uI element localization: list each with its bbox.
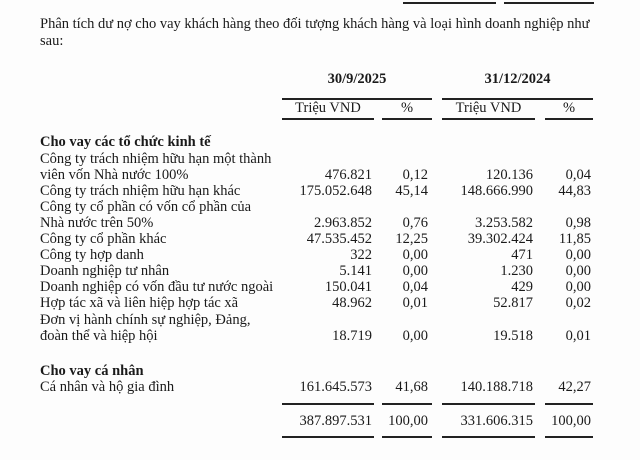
row-label: Công ty cổ phần khác bbox=[40, 231, 167, 247]
pct-2025: 0,76 bbox=[402, 215, 428, 231]
intro-paragraph: Phân tích dư nợ cho vay khách hàng theo đối tượng khách hàng và loại hình doanh nghiệp như sau: bbox=[40, 16, 590, 49]
value-2024: 148.666.990 bbox=[460, 183, 533, 199]
table-row bbox=[0, 199, 640, 215]
pct-2025: 45,14 bbox=[395, 183, 428, 199]
table-row bbox=[0, 295, 640, 311]
value-2025: 161.645.573 bbox=[299, 379, 372, 395]
column-date-2024: 31/12/2024 bbox=[484, 71, 551, 87]
value-2025: 47.535.452 bbox=[306, 231, 372, 247]
column-date-2025: 30/9/2025 bbox=[327, 71, 387, 87]
total-double-rule-1 bbox=[282, 436, 374, 438]
value-2025: 175.052.648 bbox=[299, 183, 372, 199]
value-2025: 322 bbox=[350, 247, 372, 263]
subtotal-rule-3 bbox=[442, 403, 535, 405]
pct-header-2: % bbox=[562, 100, 576, 116]
table-row bbox=[0, 231, 640, 247]
pct-2024: 0,00 bbox=[565, 263, 591, 279]
row-label: Công ty trách nhiệm hữu hạn khác bbox=[40, 183, 241, 199]
total-double-rule-4 bbox=[545, 436, 593, 438]
table-row bbox=[0, 312, 640, 328]
subtotal-rule-1 bbox=[282, 403, 374, 405]
unit-header-2: Triệu VND bbox=[455, 100, 522, 116]
value-2025: 18.719 bbox=[332, 328, 372, 344]
subtotal-rule-2 bbox=[382, 403, 432, 405]
table-row bbox=[0, 328, 640, 344]
pct-2024: 0,00 bbox=[565, 247, 591, 263]
row-label: đoàn thể và hiệp hội bbox=[40, 328, 158, 344]
row-label: Công ty trách nhiệm hữu hạn một thành bbox=[40, 151, 272, 167]
section-title: Cho vay các tổ chức kinh tế bbox=[40, 134, 211, 150]
table-row bbox=[0, 263, 640, 279]
row-label: Doanh nghiệp tư nhân bbox=[40, 263, 170, 279]
total-2024: 331.606.315 bbox=[460, 413, 533, 429]
pct-2024: 0,98 bbox=[565, 215, 591, 231]
pct-2024: 0,01 bbox=[565, 328, 591, 344]
value-2024: 120.136 bbox=[485, 167, 533, 183]
pct-2025: 0,04 bbox=[402, 279, 428, 295]
table-row bbox=[0, 183, 640, 199]
section-economic-orgs bbox=[0, 134, 640, 150]
pct-2025: 12,25 bbox=[395, 231, 428, 247]
pct2-underline bbox=[545, 118, 593, 120]
value-2024: 52.817 bbox=[493, 295, 533, 311]
pct-2025: 0,00 bbox=[402, 247, 428, 263]
value-2025: 476.821 bbox=[324, 167, 372, 183]
value-2025: 150.041 bbox=[324, 279, 372, 295]
total-2025: 387.897.531 bbox=[299, 413, 372, 429]
total-pct-2024: 100,00 bbox=[551, 413, 591, 429]
pct-2024: 42,27 bbox=[558, 379, 591, 395]
table-row bbox=[0, 215, 640, 231]
prev-table-underline-2 bbox=[504, 2, 594, 4]
value-2024: 39.302.424 bbox=[467, 231, 533, 247]
value-2024: 471 bbox=[511, 247, 533, 263]
value-2025: 48.962 bbox=[332, 295, 372, 311]
section-individuals bbox=[0, 363, 640, 379]
pct-2024: 44,83 bbox=[558, 183, 591, 199]
row-label: Đơn vị hành chính sự nghiệp, Đảng, bbox=[40, 312, 251, 328]
pct-2024: 11,85 bbox=[558, 231, 591, 247]
section-title: Cho vay cá nhân bbox=[40, 363, 144, 379]
unit-header-1: Triệu VND bbox=[295, 100, 361, 116]
row-label: viên vốn Nhà nước 100% bbox=[40, 167, 189, 183]
pct-2024: 0,04 bbox=[565, 167, 591, 183]
table-row bbox=[0, 151, 640, 167]
row-label: Doanh nghiệp có vốn đầu tư nước ngoài bbox=[40, 279, 274, 295]
value-2024: 429 bbox=[511, 279, 533, 295]
value-2025: 2.963.852 bbox=[314, 215, 372, 231]
value-2024: 140.188.718 bbox=[460, 379, 533, 395]
value-2025: 5.141 bbox=[339, 263, 372, 279]
subtotal-rule-4 bbox=[545, 403, 593, 405]
total-pct-2025: 100,00 bbox=[388, 413, 428, 429]
value-2024: 19.518 bbox=[493, 328, 533, 344]
row-label: Nhà nước trên 50% bbox=[40, 215, 154, 231]
row-label: Cá nhân và hộ gia đình bbox=[40, 379, 175, 395]
row-label: Công ty cổ phần có vốn cổ phần của bbox=[40, 199, 252, 215]
table-row bbox=[0, 247, 640, 263]
total-double-rule-2 bbox=[382, 436, 432, 438]
pct-header-1: % bbox=[400, 100, 414, 116]
pct-2025: 0,12 bbox=[402, 167, 428, 183]
row-label: Công ty hợp danh bbox=[40, 247, 144, 263]
table-row bbox=[0, 379, 640, 395]
total-row bbox=[0, 413, 640, 429]
total-double-rule-3 bbox=[442, 436, 535, 438]
pct-2024: 0,02 bbox=[565, 295, 591, 311]
unit1-underline bbox=[282, 118, 374, 120]
pct-2025: 0,01 bbox=[402, 295, 428, 311]
table-row bbox=[0, 279, 640, 295]
prev-table-underline-1 bbox=[403, 2, 496, 4]
value-2024: 1.230 bbox=[500, 263, 533, 279]
pct1-underline bbox=[382, 118, 432, 120]
pct-2024: 0,00 bbox=[565, 279, 591, 295]
value-2024: 3.253.582 bbox=[475, 215, 533, 231]
row-label: Hợp tác xã và liên hiệp hợp tác xã bbox=[40, 295, 239, 311]
pct-2025: 0,00 bbox=[402, 328, 428, 344]
pct-2025: 0,00 bbox=[402, 263, 428, 279]
pct-2025: 41,68 bbox=[395, 379, 428, 395]
unit2-underline bbox=[442, 118, 535, 120]
table-row bbox=[0, 167, 640, 183]
